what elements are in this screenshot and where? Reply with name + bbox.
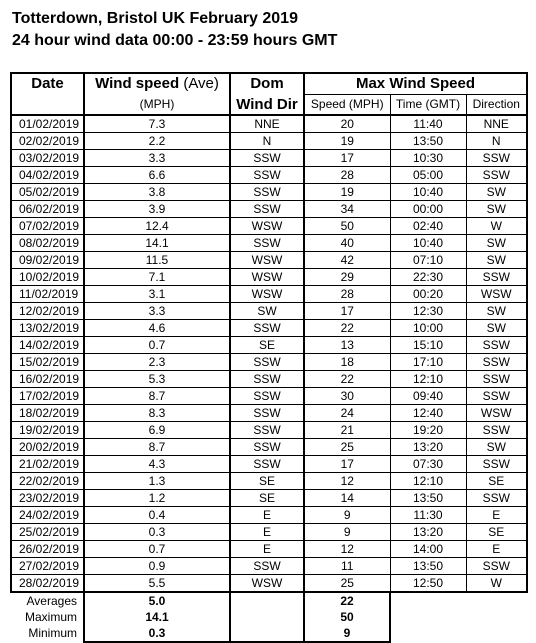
date-cell: 26/02/2019 — [11, 541, 84, 558]
header-direction: Direction — [466, 95, 527, 116]
table-row — [11, 422, 527, 439]
wind-speed-cell: 0.4 — [84, 507, 230, 524]
table-row — [11, 269, 527, 286]
max-speed-cell: 12 — [304, 541, 390, 558]
wind-speed-cell: 4.6 — [84, 320, 230, 337]
wind-speed-cell: 8.7 — [84, 388, 230, 405]
direction-cell: E — [466, 507, 527, 524]
dom-dir-cell: WSW — [230, 218, 304, 235]
wind-speed-cell: 0.3 — [84, 524, 230, 541]
date-cell: 27/02/2019 — [11, 558, 84, 575]
time-cell: 12:30 — [390, 303, 466, 320]
table-row — [11, 405, 527, 422]
wind-speed-cell: 5.3 — [84, 371, 230, 388]
time-cell: 13:50 — [390, 133, 466, 150]
time-cell: 00:20 — [390, 286, 466, 303]
date-cell: 17/02/2019 — [11, 388, 84, 405]
date-cell: 03/02/2019 — [11, 150, 84, 167]
table-row — [11, 490, 527, 507]
time-cell: 14:00 — [390, 541, 466, 558]
table-row — [11, 115, 527, 133]
summary-label: Averages — [26, 593, 77, 608]
max-speed-cell: 20 — [304, 115, 390, 133]
header-mph: (MPH) — [84, 95, 230, 116]
wind-speed-cell: 7.3 — [84, 115, 230, 133]
dom-dir-cell: E — [230, 524, 304, 541]
summary-blank — [230, 625, 304, 642]
time-cell: 22:30 — [390, 269, 466, 286]
summary-row — [11, 609, 527, 625]
direction-cell: SE — [466, 473, 527, 490]
date-cell: 20/02/2019 — [11, 439, 84, 456]
table-row — [11, 150, 527, 167]
dom-dir-cell: SSW — [230, 456, 304, 473]
wind-speed-cell: 6.6 — [84, 167, 230, 184]
dom-dir-cell: SSW — [230, 558, 304, 575]
time-cell: 15:10 — [390, 337, 466, 354]
max-speed-cell: 14 — [304, 490, 390, 507]
summary-label: Maximum — [24, 609, 77, 624]
time-cell: 00:00 — [390, 201, 466, 218]
table-row — [11, 439, 527, 456]
direction-cell: SE — [466, 524, 527, 541]
time-cell: 13:50 — [390, 490, 466, 507]
max-speed-cell: 22 — [304, 320, 390, 337]
direction-cell: NNE — [466, 115, 527, 133]
wind-speed-cell: 0.7 — [84, 337, 230, 354]
wind-speed-cell: 1.2 — [84, 490, 230, 507]
direction-cell: SW — [466, 303, 527, 320]
summary-empty — [466, 592, 527, 609]
time-cell: 12:50 — [390, 575, 466, 593]
table-row — [11, 303, 527, 320]
dom-dir-cell: SSW — [230, 201, 304, 218]
direction-cell: SSW — [466, 167, 527, 184]
summary-label: Minimum — [28, 626, 77, 640]
summary-row — [11, 625, 527, 642]
wind-speed-cell: 11.5 — [84, 252, 230, 269]
wind-data-table — [10, 72, 528, 643]
date-cell: 25/02/2019 — [11, 524, 84, 541]
table-row — [11, 524, 527, 541]
header-date-blank — [11, 95, 84, 116]
wind-speed-cell: 0.7 — [84, 541, 230, 558]
wind-speed-cell: 5.5 — [84, 575, 230, 593]
direction-cell: SW — [466, 235, 527, 252]
header-dom: Dom — [230, 73, 304, 95]
page-subtitle: 24 hour wind data 00:00 - 23:59 hours GMT — [12, 32, 338, 49]
direction-cell: E — [466, 541, 527, 558]
date-cell: 12/02/2019 — [11, 303, 84, 320]
max-speed-cell: 25 — [304, 575, 390, 593]
table-row — [11, 507, 527, 524]
date-cell: 11/02/2019 — [11, 286, 84, 303]
table-row — [11, 252, 527, 269]
max-speed-cell: 17 — [304, 456, 390, 473]
time-cell: 12:40 — [390, 405, 466, 422]
date-cell: 22/02/2019 — [11, 473, 84, 490]
dom-dir-cell: WSW — [230, 252, 304, 269]
max-speed-cell: 18 — [304, 354, 390, 371]
max-speed-cell: 21 — [304, 422, 390, 439]
time-cell: 13:20 — [390, 439, 466, 456]
table-row — [11, 541, 527, 558]
wind-speed-cell: 4.3 — [84, 456, 230, 473]
summary-empty — [390, 625, 466, 642]
dom-dir-cell: SSW — [230, 167, 304, 184]
summary-empty — [390, 609, 466, 625]
summary-wind-speed: 14.1 — [84, 609, 230, 625]
direction-cell: SSW — [466, 490, 527, 507]
summary-blank — [230, 609, 304, 625]
max-speed-cell: 19 — [304, 184, 390, 201]
wind-speed-cell: 3.8 — [84, 184, 230, 201]
max-speed-cell: 40 — [304, 235, 390, 252]
date-cell: 28/02/2019 — [11, 575, 84, 593]
dom-dir-cell: WSW — [230, 286, 304, 303]
header-time-gmt: Time (GMT) — [390, 95, 466, 116]
header-date: Date — [11, 73, 84, 95]
wind-speed-cell: 1.3 — [84, 473, 230, 490]
table-row — [11, 235, 527, 252]
table-row — [11, 473, 527, 490]
dom-dir-cell: SE — [230, 490, 304, 507]
date-cell: 21/02/2019 — [11, 456, 84, 473]
direction-cell: W — [466, 575, 527, 593]
time-cell: 02:40 — [390, 218, 466, 235]
time-cell: 13:50 — [390, 558, 466, 575]
max-speed-cell: 22 — [304, 371, 390, 388]
max-speed-cell: 30 — [304, 388, 390, 405]
wind-speed-cell: 3.3 — [84, 303, 230, 320]
max-speed-cell: 17 — [304, 303, 390, 320]
table-row — [11, 167, 527, 184]
time-cell: 10:00 — [390, 320, 466, 337]
direction-cell: SSW — [466, 354, 527, 371]
summary-max-speed: 9 — [304, 625, 390, 642]
direction-cell: SW — [466, 320, 527, 337]
max-speed-cell: 17 — [304, 150, 390, 167]
table-row — [11, 337, 527, 354]
max-speed-cell: 24 — [304, 405, 390, 422]
wind-speed-cell: 7.1 — [84, 269, 230, 286]
table-row — [11, 371, 527, 388]
table-row — [11, 201, 527, 218]
dom-dir-cell: E — [230, 541, 304, 558]
time-cell: 10:40 — [390, 235, 466, 252]
direction-cell: N — [466, 133, 527, 150]
direction-cell: SSW — [466, 371, 527, 388]
table-row — [11, 354, 527, 371]
dom-dir-cell: SSW — [230, 405, 304, 422]
dom-dir-cell: SSW — [230, 354, 304, 371]
summary-empty — [390, 592, 466, 609]
wind-speed-cell: 2.3 — [84, 354, 230, 371]
header-max-wind-speed: Max Wind Speed — [304, 73, 527, 95]
date-cell: 01/02/2019 — [11, 115, 84, 133]
dom-dir-cell: SSW — [230, 439, 304, 456]
max-speed-cell: 11 — [304, 558, 390, 575]
time-cell: 07:10 — [390, 252, 466, 269]
max-speed-cell: 9 — [304, 507, 390, 524]
summary-row — [11, 592, 527, 609]
dom-dir-cell: SSW — [230, 388, 304, 405]
wind-speed-cell: 3.9 — [84, 201, 230, 218]
wind-speed-cell: 14.1 — [84, 235, 230, 252]
time-cell: 07:30 — [390, 456, 466, 473]
direction-cell: SSW — [466, 422, 527, 439]
dom-dir-cell: SSW — [230, 235, 304, 252]
date-cell: 05/02/2019 — [11, 184, 84, 201]
direction-cell: SW — [466, 252, 527, 269]
dom-dir-cell: SE — [230, 473, 304, 490]
summary-blank — [230, 592, 304, 609]
dom-dir-cell: E — [230, 507, 304, 524]
time-cell: 11:40 — [390, 115, 466, 133]
dom-dir-cell: SSW — [230, 422, 304, 439]
summary-empty — [466, 609, 527, 625]
time-cell: 10:40 — [390, 184, 466, 201]
max-speed-cell: 12 — [304, 473, 390, 490]
date-cell: 14/02/2019 — [11, 337, 84, 354]
table-row — [11, 575, 527, 593]
max-speed-cell: 28 — [304, 286, 390, 303]
max-speed-cell: 42 — [304, 252, 390, 269]
summary-max-speed: 50 — [304, 609, 390, 625]
max-speed-cell: 13 — [304, 337, 390, 354]
time-cell: 05:00 — [390, 167, 466, 184]
header-speed-mph: Speed (MPH) — [304, 95, 390, 116]
direction-cell: SSW — [466, 456, 527, 473]
direction-cell: SSW — [466, 337, 527, 354]
direction-cell: SSW — [466, 150, 527, 167]
summary-wind-speed: 0.3 — [84, 625, 230, 642]
direction-cell: SSW — [466, 558, 527, 575]
time-cell: 13:20 — [390, 524, 466, 541]
summary-empty — [466, 625, 527, 642]
direction-cell: SW — [466, 439, 527, 456]
max-speed-cell: 19 — [304, 133, 390, 150]
dom-dir-cell: SW — [230, 303, 304, 320]
direction-cell: SW — [466, 184, 527, 201]
date-cell: 09/02/2019 — [11, 252, 84, 269]
wind-speed-cell: 2.2 — [84, 133, 230, 150]
wind-speed-cell: 3.1 — [84, 286, 230, 303]
table-row — [11, 388, 527, 405]
table-row — [11, 133, 527, 150]
time-cell: 11:30 — [390, 507, 466, 524]
wind-speed-cell: 0.9 — [84, 558, 230, 575]
date-cell: 06/02/2019 — [11, 201, 84, 218]
max-speed-cell: 29 — [304, 269, 390, 286]
max-speed-cell: 25 — [304, 439, 390, 456]
page-title: Totterdown, Bristol UK February 2019 — [12, 10, 298, 27]
table-row — [11, 456, 527, 473]
time-cell: 10:30 — [390, 150, 466, 167]
table-row — [11, 218, 527, 235]
wind-speed-cell: 3.3 — [84, 150, 230, 167]
dom-dir-cell: SSW — [230, 320, 304, 337]
table-row — [11, 320, 527, 337]
wind-speed-cell: 6.9 — [84, 422, 230, 439]
time-cell: 17:10 — [390, 354, 466, 371]
date-cell: 08/02/2019 — [11, 235, 84, 252]
date-cell: 02/02/2019 — [11, 133, 84, 150]
table-row — [11, 184, 527, 201]
max-speed-cell: 34 — [304, 201, 390, 218]
date-cell: 13/02/2019 — [11, 320, 84, 337]
direction-cell: SSW — [466, 269, 527, 286]
date-cell: 23/02/2019 — [11, 490, 84, 507]
time-cell: 12:10 — [390, 473, 466, 490]
dom-dir-cell: SSW — [230, 371, 304, 388]
wind-speed-cell: 8.7 — [84, 439, 230, 456]
direction-cell: W — [466, 218, 527, 235]
dom-dir-cell: SE — [230, 337, 304, 354]
max-speed-cell: 28 — [304, 167, 390, 184]
dom-dir-cell: NNE — [230, 115, 304, 133]
dom-dir-cell: SSW — [230, 150, 304, 167]
date-cell: 19/02/2019 — [11, 422, 84, 439]
direction-cell: SSW — [466, 388, 527, 405]
dom-dir-cell: WSW — [230, 575, 304, 593]
date-cell: 24/02/2019 — [11, 507, 84, 524]
date-cell: 04/02/2019 — [11, 167, 84, 184]
direction-cell: WSW — [466, 286, 527, 303]
date-cell: 07/02/2019 — [11, 218, 84, 235]
dom-dir-cell: WSW — [230, 269, 304, 286]
dom-dir-cell: N — [230, 133, 304, 150]
time-cell: 12:10 — [390, 371, 466, 388]
max-speed-cell: 50 — [304, 218, 390, 235]
date-cell: 10/02/2019 — [11, 269, 84, 286]
date-cell: 15/02/2019 — [11, 354, 84, 371]
wind-speed-cell: 12.4 — [84, 218, 230, 235]
summary-max-speed: 22 — [304, 592, 390, 609]
table-row — [11, 558, 527, 575]
dom-dir-cell: SSW — [230, 184, 304, 201]
time-cell: 19:20 — [390, 422, 466, 439]
header-wind-speed: Wind speed (Ave) — [84, 73, 230, 95]
wind-speed-cell: 8.3 — [84, 405, 230, 422]
direction-cell: WSW — [466, 405, 527, 422]
date-cell: 16/02/2019 — [11, 371, 84, 388]
max-speed-cell: 9 — [304, 524, 390, 541]
header-wind-dir: Wind Dir — [230, 95, 304, 116]
direction-cell: SW — [466, 201, 527, 218]
time-cell: 09:40 — [390, 388, 466, 405]
date-cell: 18/02/2019 — [11, 405, 84, 422]
table-row — [11, 286, 527, 303]
summary-wind-speed: 5.0 — [84, 592, 230, 609]
